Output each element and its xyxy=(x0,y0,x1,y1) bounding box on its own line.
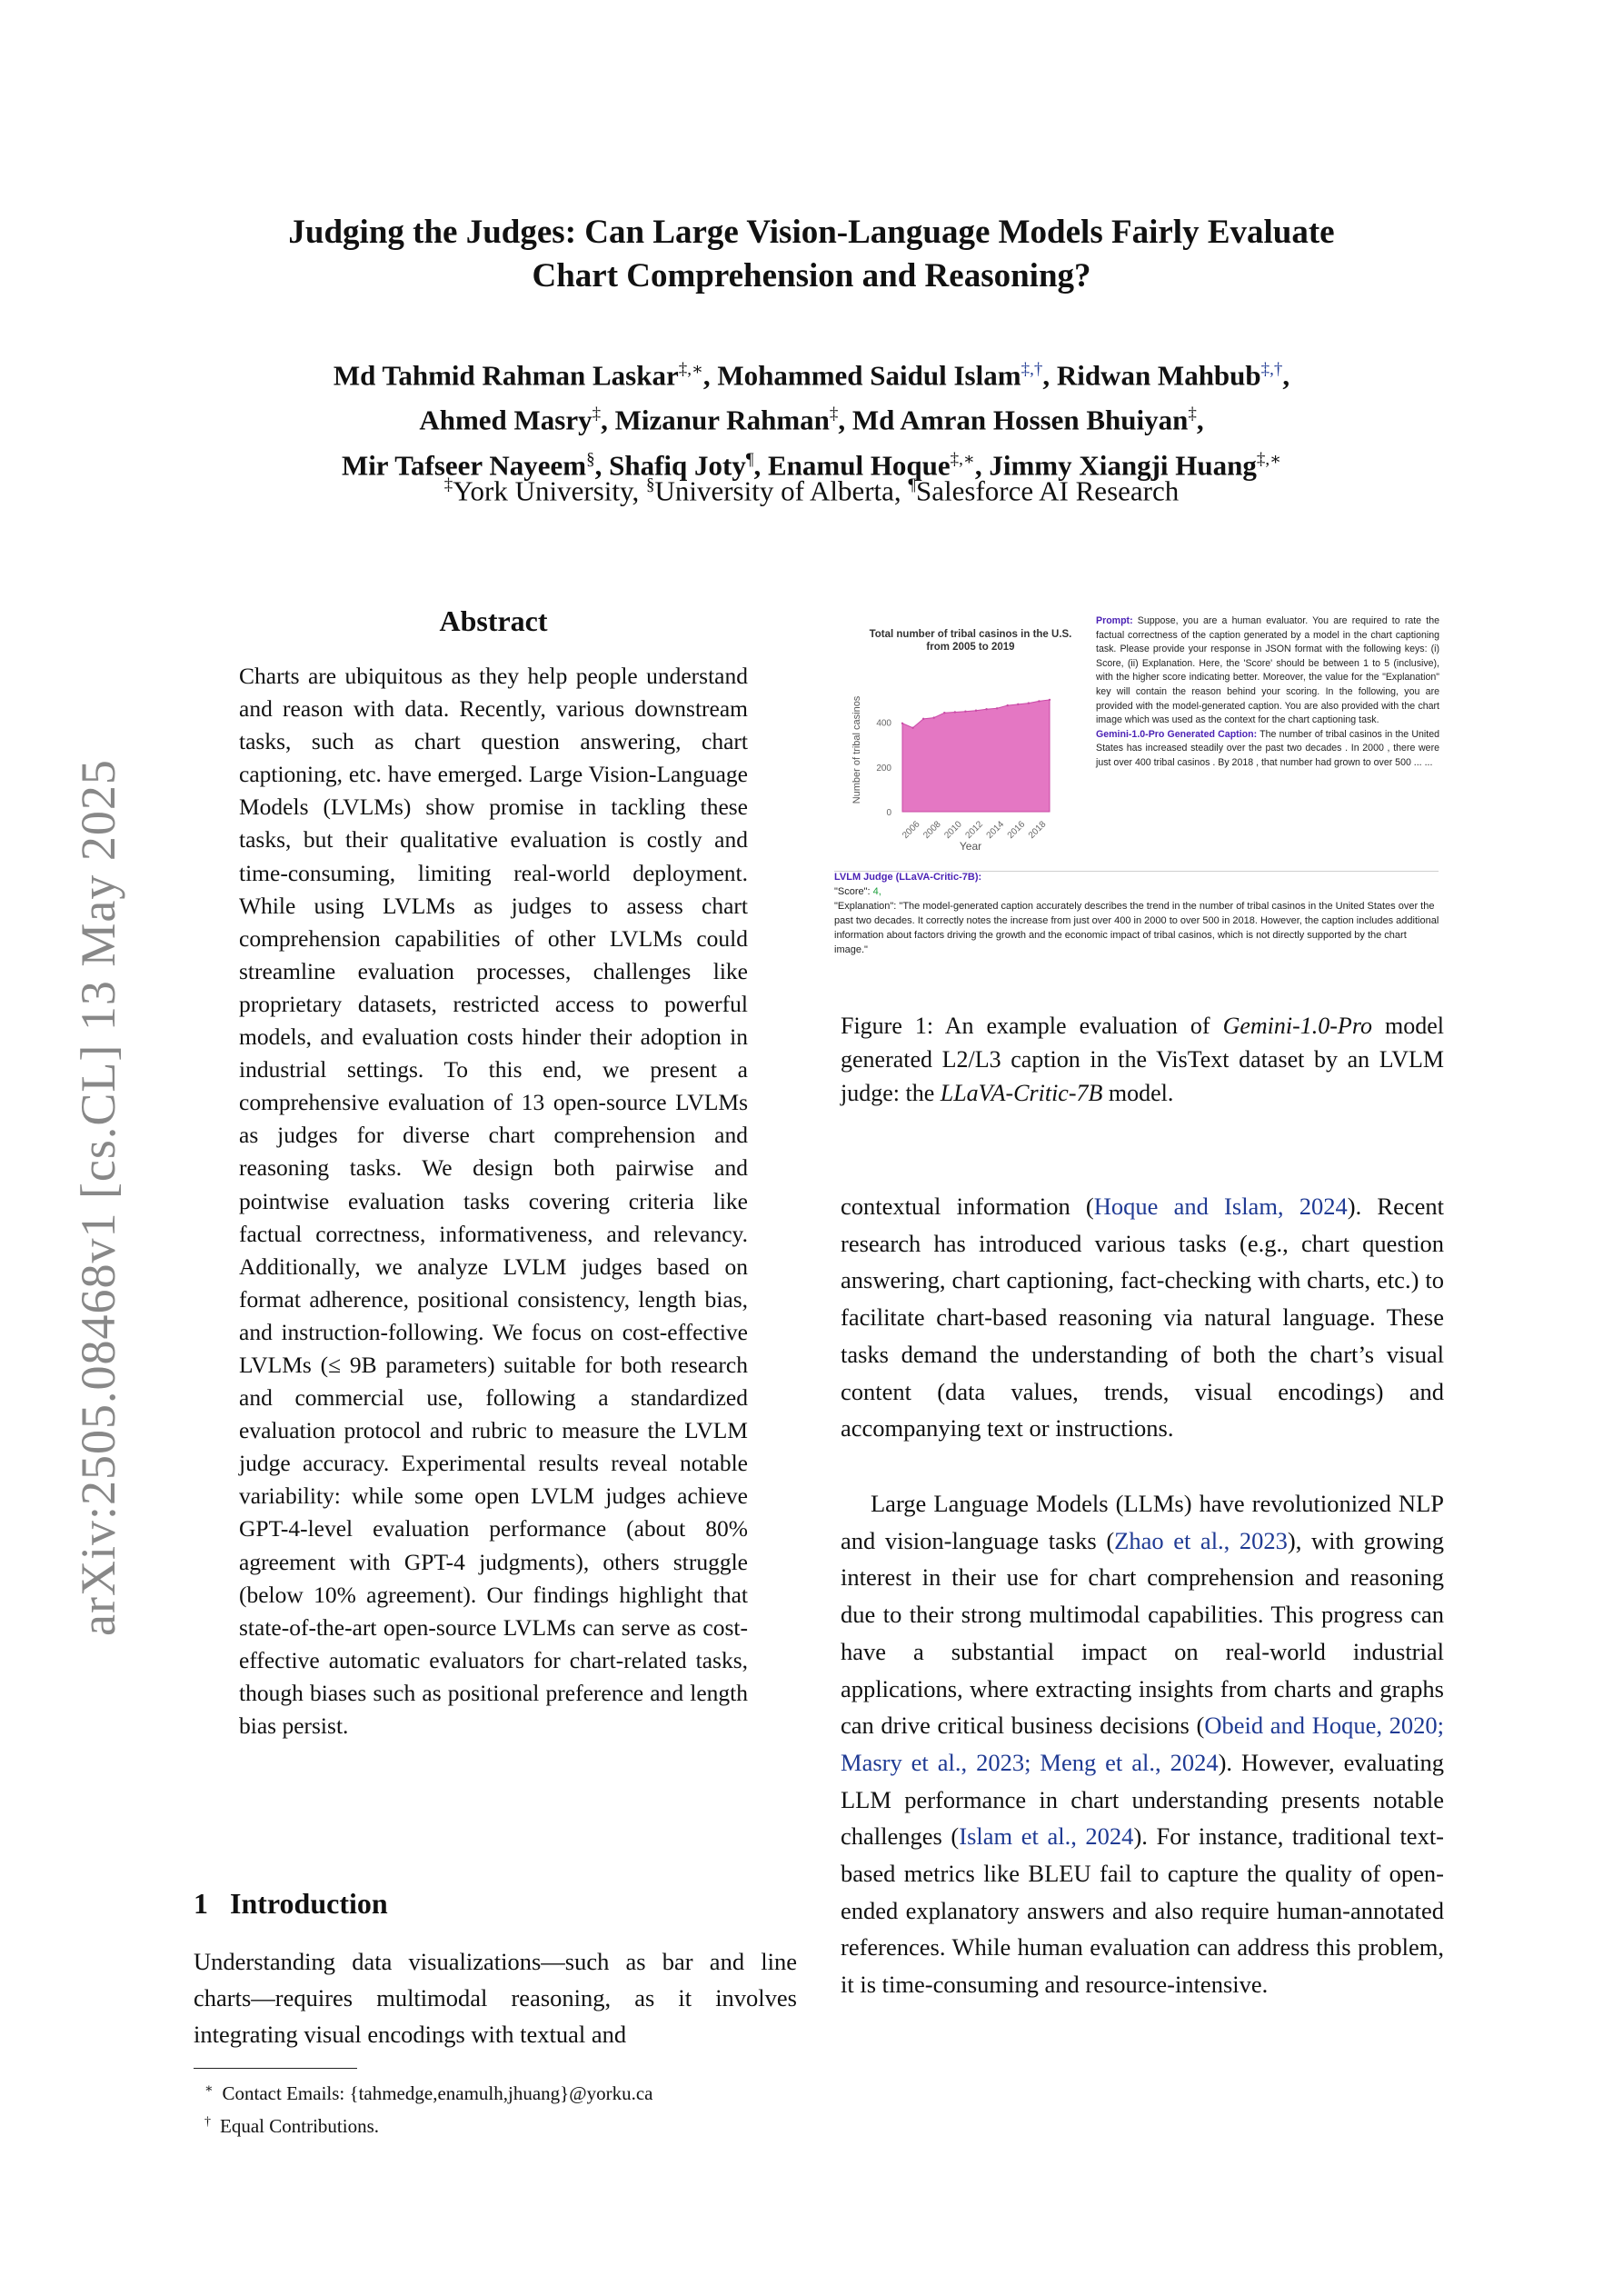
author-name: Md Amran Hossen Bhuiyan xyxy=(851,404,1189,436)
author-name: Enamul Hoque xyxy=(767,448,951,481)
figure-prompt-text xyxy=(1096,614,1439,771)
chart-data-point xyxy=(943,712,945,714)
footnotes xyxy=(194,2075,812,2141)
chart-data-point xyxy=(985,708,987,710)
section-heading-introduction xyxy=(194,1887,388,1921)
chart-data-point xyxy=(933,716,935,718)
affil-mark: ‡ xyxy=(443,475,453,494)
chart-y-tick-label: 0 xyxy=(886,808,891,818)
author-affil-mark: ‡ xyxy=(592,404,602,424)
score-value: 4, xyxy=(872,886,881,897)
author-name: Ridwan Mahbub xyxy=(1056,359,1261,392)
chart-data-point xyxy=(1017,704,1019,705)
author-affil-mark: § xyxy=(586,449,595,469)
prompt-body: Suppose, you are a human evaluator. You are required to rate the factual correctness of the caption generated by a model in the chart captioning task. Please provide your response in JSON format with the following keys: (i) Score, (ii) Explanation. Here, the 'Score' should be between 1 to 5 (inclusive), with the higher score indicating better. Moreover, the value for the "Explanation" key will contain the reason behind your scoring. In the following, you are provided with the model-generated caption. You are also provided with the chart image which was used as the context for the chart captioning task. xyxy=(1096,615,1439,726)
affiliations: ‡York University, §University of Alberta, ¶Salesforce AI Research xyxy=(443,474,1180,507)
arxiv-identifier: arXiv:2505.08468v1 [cs.CL] 13 May 2025 xyxy=(71,759,125,1636)
affil-mark: ¶ xyxy=(908,475,917,494)
author-name: Mohammed Saidul Islam xyxy=(717,359,1021,392)
section-number: 1 xyxy=(194,1887,208,1920)
author-affil-mark: ‡ xyxy=(1188,404,1197,424)
chart-plot-area xyxy=(876,699,1050,841)
author-separator: , xyxy=(1042,359,1057,392)
author-name: Shafiq Joty xyxy=(609,448,746,481)
footnote-text: Contact Emails: {tahmedge,enamulh,jhuang}@yorku.ca xyxy=(222,2082,653,2104)
footnote-text: Equal Contributions. xyxy=(220,2115,379,2137)
paper-title-line2: Chart Comprehension and Reasoning? xyxy=(532,257,1091,294)
caption-text: Figure 1: An example evaluation of xyxy=(841,1013,1223,1039)
paper-title xyxy=(0,211,1623,298)
affil-name: York University xyxy=(453,474,632,507)
author-separator: , xyxy=(753,448,768,481)
footnote-mark: ∗ xyxy=(204,2082,214,2096)
body-text: Large Language Models (LLMs) have revolutionized NLP and vision-language tasks ( xyxy=(841,1490,1444,1554)
author-separator: , xyxy=(702,359,718,392)
author-affil-mark: ‡,∗ xyxy=(678,360,703,379)
chart-y-tick-label: 200 xyxy=(876,763,891,774)
chart-x-tick-label: 2016 xyxy=(1005,819,1028,841)
generated-caption-body: The number of tribal casinos in the United States has increased steadily over the past two decades . In 2000 , there were just over 400 tribal casinos . By 2018 , that number had grown to over 500 ... ... xyxy=(1096,728,1439,768)
chart-title-line1: Total number of tribal casinos in the U.S. xyxy=(869,629,1072,640)
paper-title-line1: Judging the Judges: Can Large Vision-Language Models Fairly Evaluate xyxy=(288,214,1335,251)
author-separator: , xyxy=(974,448,990,481)
figure-judge-output xyxy=(834,870,1441,957)
citation-link[interactable]: Zhao et al., 2023 xyxy=(1114,1526,1288,1554)
abstract-text: Charts are ubiquitous as they help people understand and reason with data. Recently, various downstream tasks, such as chart question answering, chart captioning, etc. have emerged. Large Vision-Language Models (LVLMs) show promise in tackling these tasks, but their qualitative evaluation is costly and time-consuming, limiting real-world deployment. While using LVLMs as judges to assess chart comprehension capabilities of other LVLMs could streamline evaluation processes, challenges like proprietary datasets, restricted access to powerful models, and evaluation costs hinder their adoption in industrial settings. To this end, we present a comprehensive evaluation of 13 open-source LVLMs as judges for diverse chart comprehension and reasoning tasks. We design both pairwise and pointwise evaluation tasks covering criteria like factual correctness, informativeness, and relevancy. Additionally, we analyze LVLM judges based on format adherence, positional consistency, length bias, and instruction-following. We focus on cost-effective LVLMs (≤ 9B parameters) suitable for both research and commercial use, following a standardized evaluation protocol and rubric to measure the LVLM judge accuracy. Experimental results reveal notable variability: while some open LVLM judges achieve GPT-4-level evaluation performance (about 80% agreement with GPT-4 judgments), others struggle (below 10% agreement). Our findings highlight that state-of-the-art open-source LVLMs can serve as cost-effective automatic evaluators for chart-related tasks, though biases such as positional preference and length bias persist. xyxy=(239,663,748,1739)
author-separator: , xyxy=(594,448,610,481)
chart-y-tick-label: 400 xyxy=(876,718,891,729)
chart-x-tick-label: 2008 xyxy=(921,819,943,841)
judge-explanation: "Explanation": "The model-generated caption accurately describes the trend in the number of tribal casinos in the United States over the past two decades. It correctly notes the increase from just over 400 in 2000 to over 500 in 2018. However, the caption includes additional information about factors driving the growth and the economic impact of tribal casinos, which is not directly supported by the chart image." xyxy=(834,901,1439,955)
chart-x-tick-label: 2006 xyxy=(901,819,922,841)
body-text: contextual information ( xyxy=(841,1193,1094,1220)
chart-data-point xyxy=(922,718,924,720)
author-affil-mark: ‡ xyxy=(829,404,839,424)
prompt-label: Prompt: xyxy=(1096,615,1133,626)
chart-x-tick-label: 2014 xyxy=(984,819,1007,841)
author-affil-mark: ‡,† xyxy=(1260,360,1283,379)
right-paragraph-1 xyxy=(841,1188,1444,1447)
chart-data-point xyxy=(901,723,903,724)
chart-data-point xyxy=(996,707,998,709)
chart-x-tick-label: 2012 xyxy=(963,819,985,841)
body-text: ). However, evaluating LLM performance in chart understanding presents notable challenges ( xyxy=(841,1748,1444,1851)
chart-data-point xyxy=(1038,700,1040,702)
caption-model-name: Gemini-1.0-Pro xyxy=(1222,1013,1372,1039)
citation-link[interactable]: Islam et al., 2024 xyxy=(959,1822,1134,1851)
intro-paragraph: Understanding data visualizations—such as bar and line charts—requires multimodal reasoning, as it involves integrating visual encodings with textual and xyxy=(194,1948,797,2048)
author-name: Mir Tafseer Nayeem xyxy=(341,448,587,481)
chart-area-series xyxy=(902,700,1050,812)
author-affil-mark: ¶ xyxy=(745,449,754,469)
abstract-heading: Abstract xyxy=(439,604,548,637)
footnote-equal xyxy=(194,2108,812,2141)
right-paragraph-2 xyxy=(841,1485,1444,2003)
affil-mark: § xyxy=(645,475,655,494)
citation-link[interactable]: Obeid and Hoque, 2020; Masry et al., 2023; Meng et al., 2024 xyxy=(841,1712,1445,1776)
author-affil-mark: ‡,† xyxy=(1021,360,1043,379)
score-key: "Score": xyxy=(834,886,873,897)
chart-data-point xyxy=(964,711,966,713)
author-affil-mark: ‡,∗ xyxy=(1256,449,1282,469)
author-name: Jimmy Xiangji Huang xyxy=(989,448,1257,481)
caption-text: model generated L2/L3 caption in the VisText dataset by an LVLM judge: the xyxy=(841,1013,1444,1106)
chart-y-axis-label: Number of tribal casinos xyxy=(851,695,862,804)
chart-x-axis-label: Year xyxy=(959,840,982,853)
caption-text: model. xyxy=(1102,1080,1174,1106)
caption-judge-name: LLaVA-Critic-7B xyxy=(940,1080,1103,1106)
citation-link[interactable]: Hoque and Islam, 2024 xyxy=(1093,1193,1348,1220)
body-text: ). Recent research has introduced various tasks (e.g., chart question answering, chart captioning, fact-checking with charts, etc.) to facilitate chart-based reasoning via natural language. These tasks demand the understanding of both the chart’s visual content (data values, trends, visual encodings) and accompanying text or instructions. xyxy=(841,1193,1444,1442)
chart-data-point xyxy=(975,710,977,712)
chart-data-point xyxy=(954,711,956,713)
body-text: ). For instance, traditional text-based metrics like BLEU fail to capture the quality of open-ended explanatory answers and also require human-annotated references. While human evaluation can address this problem, it is time-consuming and resource-intensive. xyxy=(841,1822,1445,1999)
footnote-mark: † xyxy=(204,2115,211,2129)
figure-caption xyxy=(841,1009,1444,1110)
author-list xyxy=(0,350,1623,484)
chart-data-point xyxy=(1049,699,1050,701)
author-separator: , xyxy=(601,404,615,436)
chart-title-line2: from 2005 to 2019 xyxy=(926,642,1015,653)
author-separator: , xyxy=(1282,359,1290,392)
chart-data-point xyxy=(1007,704,1009,706)
footnote-contact xyxy=(194,2075,812,2108)
affil-name: University of Alberta xyxy=(654,474,894,507)
body-text: ), with growing interest in their use for chart comprehension and reasoning due to their strong multimodal capabilities. This progress can have a substantial impact on real-world industrial applications, where extracting insights from charts and graphs can drive critical business decisions ( xyxy=(841,1526,1444,1740)
author-name: Md Tahmid Rahman Laskar xyxy=(333,359,679,392)
author-name: Ahmed Masry xyxy=(419,404,592,436)
generated-caption-label: Gemini-1.0-Pro Generated Caption: xyxy=(1096,728,1258,740)
chart-data-point xyxy=(1028,702,1030,704)
author-separator: , xyxy=(1196,404,1204,436)
section-title: Introduction xyxy=(230,1887,388,1920)
chart-x-tick-label: 2010 xyxy=(942,819,964,841)
author-name: Mizanur Rahman xyxy=(614,404,830,436)
author-separator: , xyxy=(838,404,852,436)
chart-data-point xyxy=(911,726,913,728)
judge-label: LVLM Judge (LLaVA-Critic-7B): xyxy=(834,872,982,883)
affil-name: Salesforce AI Research xyxy=(916,474,1180,507)
chart-x-tick-label: 2018 xyxy=(1026,819,1049,841)
footnote-rule xyxy=(194,2068,357,2069)
author-affil-mark: ‡,∗ xyxy=(950,449,975,469)
